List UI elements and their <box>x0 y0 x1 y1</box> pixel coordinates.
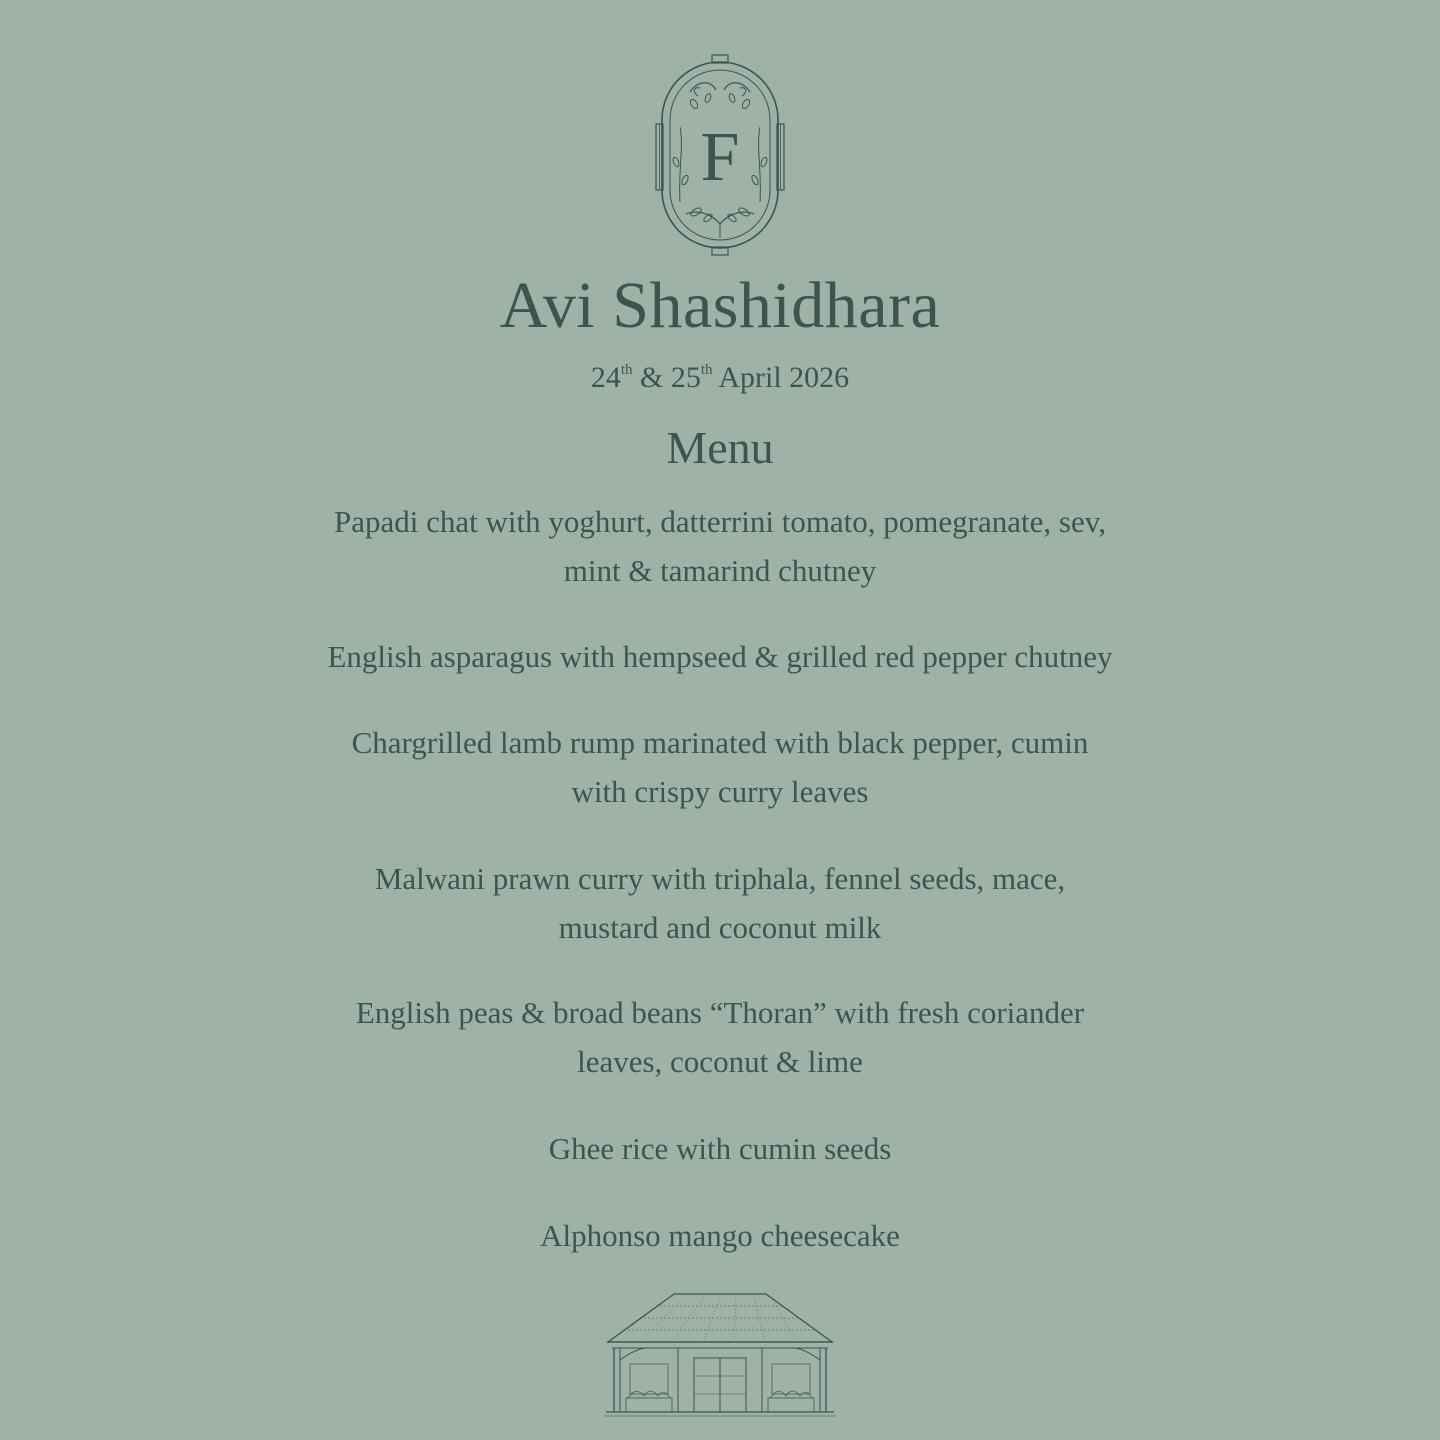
date-month-year: April 2026 <box>718 361 850 394</box>
date-day-1: 24 <box>590 361 621 394</box>
menu-item <box>300 632 1140 681</box>
date-day-2: 25 <box>670 361 701 394</box>
menu-item-line: Chargrilled lamb rump marinated with black pepper, cumin <box>351 725 1089 760</box>
menu-item <box>300 854 1140 952</box>
menu-item-line: Ghee rice with cumin seeds <box>548 1131 892 1166</box>
event-title: Avi Shashidhara <box>499 269 941 342</box>
event-date <box>0 358 1440 398</box>
monogram-crest-icon <box>650 52 790 258</box>
pavilion-illustration-icon <box>604 1290 836 1420</box>
date-day-1-suffix: th <box>620 362 633 378</box>
monogram-letter: F <box>700 119 740 196</box>
menu-item-line: with crispy curry leaves <box>571 774 869 809</box>
menu-heading: Menu <box>666 422 774 473</box>
date-ampersand: & <box>639 361 664 394</box>
menu-item-line: mustard and coconut milk <box>558 910 882 945</box>
menu-item-line: English peas & broad beans “Thoran” with fresh coriander <box>355 995 1085 1030</box>
date-day-2-suffix: th <box>700 362 713 378</box>
menu-item <box>300 1124 1140 1173</box>
menu-item-line: mint & tamarind chutney <box>563 553 877 588</box>
menu-item-line: English asparagus with hempseed & grilled red pepper chutney <box>327 639 1113 674</box>
menu-item-line: Alphonso mango cheesecake <box>540 1218 900 1253</box>
menu-item <box>300 718 1140 816</box>
menu-item-line: leaves, coconut & lime <box>577 1044 863 1079</box>
menu-item <box>300 497 1140 595</box>
menu-item-line: Papadi chat with yoghurt, datterrini tomato, pomegranate, sev, <box>334 504 1106 539</box>
menu-item-line: Malwani prawn curry with triphala, fennel seeds, mace, <box>374 861 1066 896</box>
menu-item <box>300 988 1140 1086</box>
menu-item <box>300 1211 1140 1260</box>
